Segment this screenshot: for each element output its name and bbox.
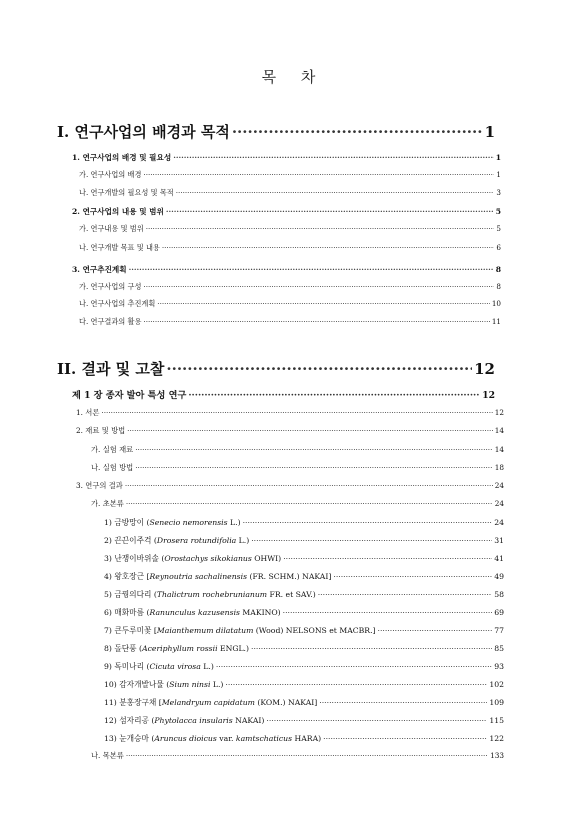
toc-page-number: 85	[494, 644, 504, 653]
dot-leader	[318, 590, 492, 599]
toc-label: 4) 왕호장근 [Reynoutria sachalinensis (FR. SCHM.) NAKAI]	[104, 572, 332, 581]
toc-label: 13) 눈개승마 (Aruncus dioicus var. kamtschaticus HARA)	[104, 734, 322, 743]
toc-subsection[interactable]	[79, 299, 501, 309]
toc-species-entry[interactable]	[104, 661, 504, 672]
toc-page-number: 41	[494, 554, 504, 563]
toc-entry[interactable]	[91, 751, 504, 761]
toc-page-number: 69	[494, 608, 504, 617]
dot-leader	[127, 426, 493, 435]
toc-label: 2. 연구사업의 내용 및 범위	[72, 207, 164, 216]
toc-entry[interactable]	[91, 499, 504, 509]
toc-page-number: 1	[495, 153, 501, 162]
toc-page-number: 14	[494, 445, 504, 454]
scientific-name: Orostachys sikokianus	[164, 554, 252, 563]
toc-label: 3) 난쟁이바위솔 (Orostachys sikokianus OHWI)	[104, 554, 282, 563]
toc-species-entry[interactable]	[104, 589, 504, 600]
toc-section[interactable]	[72, 206, 501, 217]
toc-label: 6) 매화마름 (Ranunculus kazusensis MAKINO)	[104, 608, 281, 617]
toc-page-number: 24	[494, 518, 504, 527]
toc-label: II. 결과 및 고찰	[57, 360, 165, 378]
toc-label: 3. 연구의 결과	[76, 481, 123, 490]
toc-species-entry[interactable]	[104, 643, 504, 654]
toc-chapter-1[interactable]	[57, 121, 495, 142]
toc-label: 가. 초본류	[91, 499, 124, 508]
toc-page-number: 12	[474, 360, 495, 378]
toc-species-entry[interactable]	[104, 571, 504, 582]
dot-leader	[176, 188, 495, 197]
page-title: 목 차	[261, 68, 326, 86]
toc-page-number: 14	[494, 426, 504, 435]
toc-subsection[interactable]	[79, 243, 501, 253]
toc-species-entry[interactable]	[104, 733, 504, 744]
scientific-name: Phytolacca insularis	[154, 716, 233, 725]
toc-label: 가. 연구사업의 구성	[79, 282, 142, 291]
toc-page-number: 24	[494, 499, 504, 508]
dot-leader	[157, 299, 490, 308]
toc-page-number: 77	[494, 626, 504, 635]
toc-species-entry[interactable]	[104, 625, 504, 636]
dot-leader	[129, 265, 494, 274]
toc-page-number: 10	[491, 299, 501, 308]
scientific-name: Ranunculus kazusensis	[149, 608, 240, 617]
toc-label: 2) 끈끈이주걱 (Drosera rotundifolia L.)	[104, 536, 250, 545]
toc-page-number: 5	[496, 224, 501, 233]
toc-label: 9) 독미나리 (Cicuta virosa L.)	[104, 662, 214, 671]
toc-page-number: 58	[494, 590, 504, 599]
toc-species-entry[interactable]	[104, 697, 504, 708]
toc-page-number: 24	[494, 481, 504, 490]
toc-page-number: 8	[495, 265, 501, 274]
toc-page-number: 11	[491, 317, 501, 326]
dot-leader	[232, 123, 483, 141]
dot-leader	[251, 536, 492, 545]
toc-label: 3. 연구추진계획	[72, 265, 127, 274]
dot-leader	[143, 317, 489, 326]
toc-label: 가. 실험 재료	[91, 445, 134, 454]
toc-species-entry[interactable]	[104, 607, 504, 618]
dot-leader	[143, 170, 494, 179]
scientific-name: Maianthemum dilatatum	[156, 626, 254, 635]
toc-species-entry[interactable]	[104, 715, 504, 726]
dot-leader	[173, 153, 494, 162]
toc-subsection[interactable]	[79, 170, 501, 180]
toc-section[interactable]	[72, 264, 501, 275]
dot-leader	[243, 518, 493, 527]
toc-label: 2. 재료 및 방법	[76, 426, 126, 435]
toc-label: 11) 분홍장구채 [Melandryum capidatum (KOM.) NAKAI]	[104, 698, 318, 707]
dot-leader	[101, 408, 492, 417]
toc-label: 8) 돌단풍 (Aceriphyllum rossii ENGL.)	[104, 644, 250, 653]
toc-section[interactable]	[72, 152, 501, 163]
toc-page-number: 93	[494, 662, 504, 671]
dot-leader	[188, 390, 480, 401]
dot-leader	[162, 243, 495, 252]
toc-page-number: 109	[489, 698, 504, 707]
toc-label: 7) 큰두루미꽃 [Maianthemum dilatatum (Wood) NELSONS et MACBR.]	[104, 626, 376, 635]
toc-page-number: 1	[496, 170, 501, 179]
toc-label: I. 연구사업의 배경과 목적	[57, 123, 230, 141]
toc-label: 1) 금방망이 (Senecio nemorensis L.)	[104, 518, 241, 527]
toc-entry[interactable]	[91, 463, 504, 473]
toc-page-number: 6	[496, 243, 501, 252]
toc-subsection[interactable]	[79, 188, 501, 198]
dot-leader	[143, 282, 494, 291]
scientific-name: Melandryum capidatum	[161, 698, 255, 707]
toc-subsection[interactable]	[79, 317, 501, 327]
dot-leader	[323, 734, 487, 743]
toc-page-number: 18	[494, 463, 504, 472]
dot-leader	[251, 644, 492, 653]
dot-leader	[216, 662, 492, 671]
scientific-name: Aceriphyllum rossii	[142, 644, 218, 653]
toc-label: 가. 연구사업의 배경	[79, 170, 142, 179]
toc-label: 1. 서론	[76, 408, 100, 417]
dot-leader	[225, 680, 487, 689]
toc-page-number: 115	[489, 716, 504, 725]
toc-page-number: 3	[496, 188, 501, 197]
toc-label: 1. 연구사업의 배경 및 필요성	[72, 153, 172, 162]
scientific-name: Senecio nemorensis	[149, 518, 228, 527]
dot-leader	[266, 716, 487, 725]
scientific-name: Reynoutria sachalinensis	[149, 572, 248, 581]
scientific-name: Sium ninsi	[169, 680, 211, 689]
toc-page-number: 49	[494, 572, 504, 581]
toc-entry[interactable]	[91, 445, 504, 455]
toc-species-entry[interactable]	[104, 679, 504, 690]
toc-label: 10) 감자개발나물 (Sium ninsi L.)	[104, 680, 224, 689]
dot-leader	[126, 499, 493, 508]
toc-entry[interactable]	[76, 408, 504, 418]
toc-species-entry[interactable]	[104, 517, 504, 528]
toc-page-number: 12	[494, 408, 504, 417]
toc-subsection[interactable]	[79, 224, 501, 234]
dot-leader	[378, 626, 493, 635]
dot-leader	[146, 224, 495, 233]
toc-page-number: 1	[484, 123, 495, 141]
scientific-name: Drosera rotundifolia	[156, 536, 237, 545]
dot-leader	[333, 572, 492, 581]
toc-species-entry[interactable]	[104, 553, 504, 564]
toc-page-number: 12	[482, 390, 495, 401]
scientific-name: Thalictrum rochebrunianum	[156, 590, 268, 599]
toc-label: 나. 연구개발의 필요성 및 목적	[79, 188, 174, 197]
dot-leader	[126, 751, 488, 760]
toc-label: 다. 연구결과의 활용	[79, 317, 142, 326]
toc-page-number: 102	[489, 680, 504, 689]
dot-leader	[166, 360, 472, 378]
toc-page-number: 122	[489, 734, 504, 743]
dot-leader	[125, 481, 493, 490]
toc-label: 가. 연구내용 및 범위	[79, 224, 144, 233]
toc-page-number: 5	[495, 207, 501, 216]
dot-leader	[283, 554, 492, 563]
toc-chapter-2[interactable]	[57, 358, 495, 379]
toc-label: 12) 섬자리공 (Phytolacca insularis NAKAI)	[104, 716, 265, 725]
toc-label: 나. 실험 방법	[91, 463, 134, 472]
toc-entry[interactable]	[76, 426, 504, 436]
toc-label: 제 1 장 종자 발아 특성 연구	[72, 390, 187, 401]
dot-leader	[135, 463, 493, 472]
toc-part[interactable]	[72, 387, 495, 401]
scientific-name: Cicuta virosa	[149, 662, 201, 671]
scientific-name: Aruncus dioicus	[154, 734, 217, 743]
toc-page-number: 8	[496, 282, 501, 291]
toc-subsection[interactable]	[79, 282, 501, 292]
toc-label: 5) 금꿩의다리 (Thalictrum rochebrunianum FR. et SAV.)	[104, 590, 316, 599]
toc-label: 나. 연구개발 목표 및 내용	[79, 243, 160, 252]
toc-page-number: 31	[494, 536, 504, 545]
toc-label: 나. 목본류	[91, 751, 124, 760]
scientific-name: kamtschaticus	[235, 734, 293, 743]
toc-page-number: 133	[490, 751, 504, 760]
toc-label: 나. 연구사업의 추진계획	[79, 299, 156, 308]
dot-leader	[283, 608, 493, 617]
toc-species-entry[interactable]	[104, 535, 504, 546]
toc-entry[interactable]	[76, 481, 504, 491]
dot-leader	[166, 207, 494, 216]
dot-leader	[135, 445, 493, 454]
dot-leader	[319, 698, 487, 707]
